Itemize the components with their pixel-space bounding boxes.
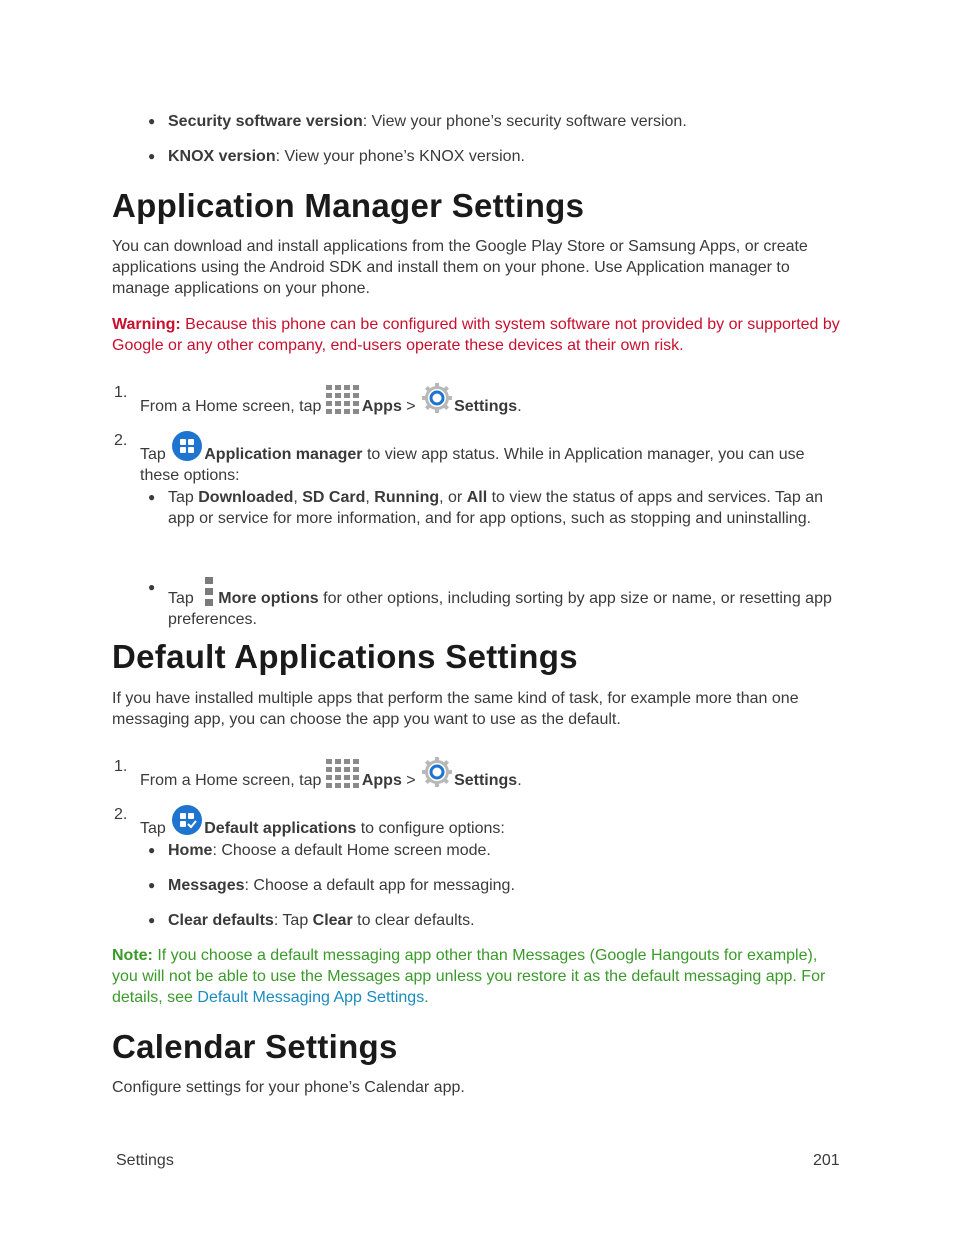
step-text: From a Home screen, tap Apps > Settings. [140, 383, 845, 417]
apps-grid-icon [326, 759, 360, 789]
application-manager-icon [172, 431, 202, 461]
default-applications-label: Default applications [204, 820, 357, 837]
step-text: Tap Default applications to configure options: [140, 805, 845, 839]
note-label: Note: [112, 947, 153, 964]
bullet-dot: ● [148, 149, 156, 163]
step-text: Tap Application manager to view app status. While in Application manager, you can use these options: [140, 431, 845, 486]
default-applications-icon [172, 805, 202, 835]
settings-label: Settings [454, 772, 518, 789]
step-number: 1. [114, 384, 128, 401]
step-number: 1. [114, 758, 128, 775]
bullet-dot: ● [148, 114, 156, 128]
section-intro: If you have installed multiple apps that perform the same kind of task, for example more than one messaging app, you can choose the app you want to use as the default. [112, 690, 799, 728]
term: Security software version [168, 113, 363, 130]
description: : View your phone’s KNOX version. [275, 148, 525, 165]
default-messaging-settings-link[interactable]: Default Messaging App Settings [197, 989, 425, 1006]
bullet-dot: ● [148, 490, 156, 504]
apps-label: Apps [361, 772, 402, 789]
page-number: 201 [813, 1152, 840, 1169]
step-number: 2. [114, 806, 128, 823]
term: KNOX version [168, 148, 276, 165]
more-options-icon [204, 577, 214, 609]
more-options-label: More options [218, 590, 319, 607]
note-text: If you choose a default messaging app other than Messages (Google Hangouts for example), you will not be able to use the Messages app unless you restore it as the default messaging app. For details, see [112, 947, 826, 1006]
section-title-application-manager: Application Manager Settings [112, 187, 585, 224]
warning-text: Because this phone can be configured with system software not provided by or supported by Google or any other company, end-users operate these devices at their own risk. [112, 316, 840, 354]
settings-gear-icon [422, 383, 452, 413]
settings-gear-icon [422, 757, 452, 787]
settings-label: Settings [454, 398, 518, 415]
apps-label: Apps [361, 398, 402, 415]
note-paragraph: Note: If you choose a default messaging app other than Messages (Google Hangouts for example), you will not be able to use the Messages app unless you restore it as the default messaging app. For details, see Default Messaging App Settings. [112, 947, 826, 1006]
bullet-dot: ● [148, 913, 156, 927]
bullet-dot: ● [148, 843, 156, 857]
bullet-dot: ● [148, 580, 156, 594]
section-intro: You can download and install applications from the Google Play Store or Samsung Apps, or create applications using the Android SDK and install them on your phone. Use Application manager to manage applications on your phone. [112, 238, 808, 297]
warning-paragraph [112, 314, 847, 356]
section-intro: Configure settings for your phone’s Calendar app. [112, 1079, 465, 1096]
step-number: 2. [114, 432, 128, 449]
step-text: From a Home screen, tap Apps > Settings. [140, 757, 845, 791]
apps-grid-icon [326, 385, 360, 415]
section-title-calendar: Calendar Settings [112, 1028, 398, 1065]
application-manager-label: Application manager [204, 446, 363, 463]
warning-label: Warning: [112, 316, 181, 333]
bullet-dot: ● [148, 878, 156, 892]
section-title-default-applications: Default Applications Settings [112, 638, 578, 675]
description: : View your phone’s security software version. [362, 113, 687, 130]
footer-section-name: Settings [116, 1152, 174, 1169]
